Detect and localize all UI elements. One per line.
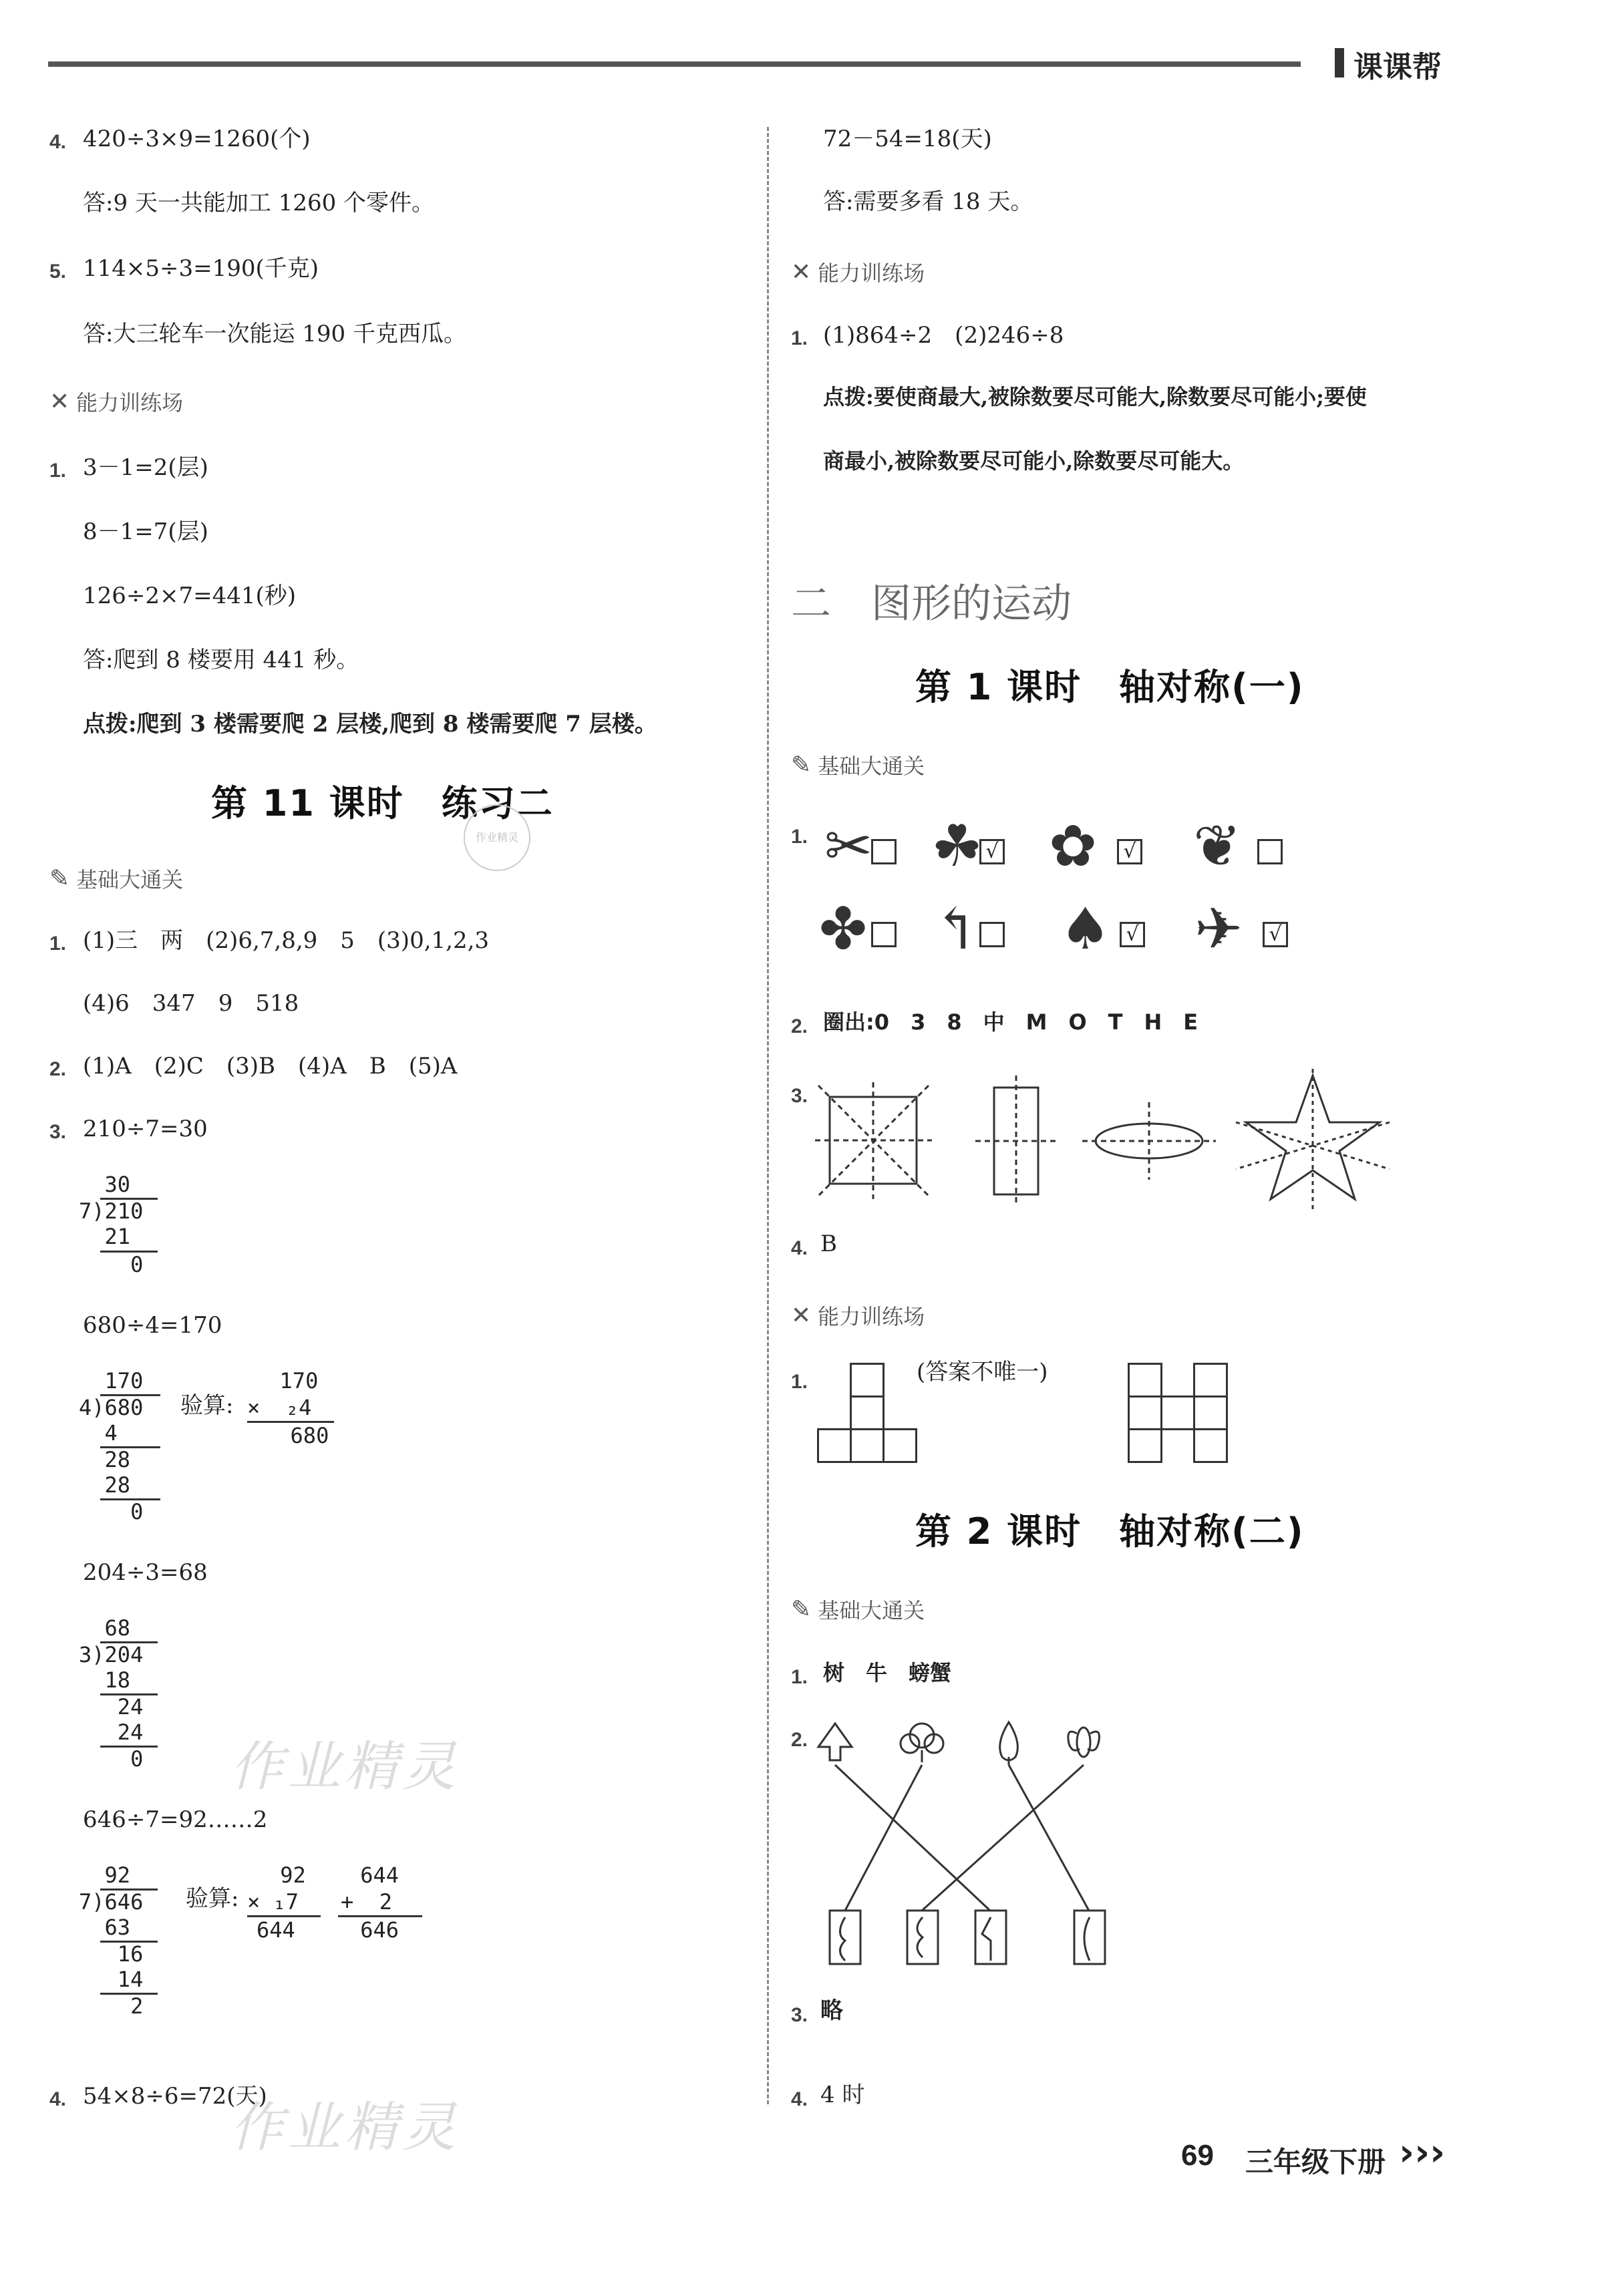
section-basic-left — [49, 863, 183, 894]
eq-210: 210÷7=30 — [83, 1116, 208, 1142]
check-box-2: √ — [979, 839, 1005, 864]
section-label: 基础大通关 — [76, 867, 184, 892]
long-division-1-rem: 0 — [79, 1252, 144, 1277]
check-box-7: √ — [1120, 922, 1145, 947]
check-box-5 — [871, 922, 897, 947]
symmetry-figures — [815, 1069, 1416, 1222]
grade-label: 三年级下册 — [1245, 2146, 1386, 2178]
verify-4a-2: × ₁7 — [247, 1889, 299, 1915]
tools-icon: ✕ — [49, 387, 70, 416]
flower-icon: ✿ — [1049, 813, 1098, 880]
matching-diagram — [808, 1717, 1156, 1977]
eq-680: 680÷4=170 — [83, 1312, 222, 1339]
stamp-seal: 作业精灵 — [464, 804, 530, 871]
section-basic-right-1 — [791, 750, 925, 780]
grid-square — [1193, 1396, 1228, 1430]
verify-4b-2: + 2 — [341, 1889, 393, 1915]
pencil-icon: ✎ — [49, 864, 70, 892]
star-with-axes — [1236, 1069, 1390, 1209]
s1-number: 1. — [49, 460, 67, 482]
bottom-half-shapes — [830, 1911, 1105, 1964]
airplane-icon: ✈ — [1194, 896, 1243, 963]
lesson-11-title: 第 11 课时 练习二 — [211, 782, 554, 824]
long-division-4-sub1: 63 — [79, 1915, 131, 1940]
a1-number: 1. — [791, 1371, 808, 1393]
section-skills-left — [49, 386, 183, 417]
check-box-4 — [1257, 839, 1283, 864]
r-tip-1: 点拨:要使商最大,被除数要尽可能大,除数要尽可能小;要使 — [823, 384, 1367, 409]
grid-square — [1128, 1396, 1162, 1430]
s1-line-1: 3－1=2(层) — [83, 454, 208, 481]
verify-2-c: 680 — [265, 1423, 329, 1448]
b3-number: 3. — [49, 1121, 67, 1143]
q4-equation: 420÷3×9=1260(个) — [83, 126, 311, 152]
section-label: 能力训练场 — [76, 390, 184, 416]
long-division-3-dividend: 3)204 — [79, 1642, 144, 1667]
long-division-3-quotient: 68 — [79, 1615, 131, 1641]
watermark-1: 作业精灵 — [230, 1736, 460, 1798]
b2-line: (1)A (2)C (3)B (4)A B (5)A — [83, 1053, 458, 1080]
header-rule — [48, 61, 1301, 67]
b1-line-1: (1)三 两 (2)6,7,8,9 5 (3)0,1,2,3 — [83, 927, 490, 954]
scissors-icon: ✂ — [824, 813, 873, 880]
section-skills-right — [791, 257, 925, 287]
long-division-1-sub: 21 — [79, 1224, 131, 1249]
pencil-icon: ✎ — [791, 1595, 812, 1623]
long-division-2-r1: 28 — [79, 1447, 131, 1472]
long-division-2-quotient: 170 — [79, 1368, 144, 1393]
verify-4b-3: 646 — [347, 1917, 399, 1943]
check-label-4: 验算: — [186, 1885, 239, 1912]
long-division-2-dividend: 4)680 — [79, 1395, 144, 1420]
grid-square — [1193, 1428, 1228, 1463]
section-skills-right-2 — [791, 1300, 925, 1331]
s1-line-4: 答:爬到 8 楼要用 441 秒。 — [83, 647, 359, 673]
b1-number: 1. — [49, 933, 67, 955]
r-q4-line: B — [820, 1231, 837, 1257]
long-division-4-sub2: 14 — [79, 1967, 144, 1992]
q4-answer: 答:9 天一共能加工 1260 个零件。 — [83, 190, 435, 216]
r-q2-line: 圈出:0 3 8 中 M O T H E — [823, 1009, 1198, 1035]
check-box-6 — [979, 922, 1005, 947]
grid-square — [850, 1363, 885, 1398]
grid-square — [1128, 1428, 1162, 1463]
r-q3-number: 3. — [791, 1085, 808, 1107]
pattern-icon: ✤ — [819, 896, 868, 963]
c1-number: 1. — [791, 1666, 808, 1688]
grid-square — [817, 1428, 852, 1463]
grid-square — [1128, 1363, 1162, 1398]
lesson-2-title: 第 2 课时 轴对称(二) — [915, 1510, 1305, 1552]
grid-square — [850, 1396, 885, 1430]
watermark-2: 作业精灵 — [230, 2096, 460, 2158]
grid-square — [850, 1428, 885, 1463]
long-division-4-r1: 16 — [79, 1941, 144, 1967]
ellipse-with-axes — [1082, 1102, 1216, 1180]
check-box-1 — [871, 839, 897, 864]
section-label: 能力训练场 — [818, 261, 925, 286]
r-s1-number: 1. — [791, 327, 808, 349]
section-label: 基础大通关 — [818, 754, 925, 779]
r-q1-number: 1. — [791, 826, 808, 848]
c3-number: 3. — [791, 2004, 808, 2026]
c2-number: 2. — [791, 1729, 808, 1751]
long-division-1-quotient: 30 — [79, 1172, 131, 1197]
column-divider — [767, 127, 769, 2104]
long-division-2-rem: 0 — [79, 1499, 144, 1524]
long-division-3-rem: 0 — [79, 1746, 144, 1772]
brand-title: 课课帮 — [1353, 50, 1442, 84]
long-division-3-sub2: 24 — [79, 1719, 144, 1745]
s1-line-2: 8－1=7(层) — [83, 518, 208, 545]
r-top-1: 72－54=18(天) — [823, 126, 992, 152]
verify-4a-3: 644 — [257, 1917, 295, 1943]
unit-title: 二 图形的运动 — [791, 581, 1072, 627]
verify-2-a: 170 — [254, 1368, 319, 1393]
long-division-2-sub2: 28 — [79, 1472, 131, 1498]
grid-square — [1160, 1396, 1195, 1430]
long-division-2-sub1: 4 — [79, 1420, 118, 1446]
top-half-shapes — [818, 1722, 1100, 1765]
rectangle-with-axes — [975, 1076, 1057, 1206]
long-division-3-r1: 24 — [79, 1694, 144, 1719]
c4-line: 4 时 — [820, 2082, 865, 2108]
c1-line: 树 牛 螃蟹 — [823, 1660, 952, 1685]
pencil-icon: ✎ — [791, 751, 812, 779]
eq-204: 204÷3=68 — [83, 1559, 208, 1586]
section-basic-right-2 — [791, 1594, 925, 1625]
q4-number: 4. — [49, 131, 67, 153]
r-q4-number: 4. — [791, 1237, 808, 1259]
check-label-2: 验算: — [180, 1392, 234, 1419]
long-division-4-rem: 2 — [79, 1993, 144, 2019]
c3-line: 略 — [820, 1997, 843, 2024]
verify-2-b: × ₂4 — [247, 1395, 312, 1420]
page-number: 69 — [1181, 2139, 1214, 2172]
header-marker — [1335, 48, 1344, 77]
r-top-2: 答:需要多看 18 天。 — [823, 188, 1033, 215]
check-box-8: √ — [1263, 922, 1288, 947]
section-label: 基础大通关 — [818, 1598, 925, 1623]
tools-icon: ✕ — [791, 1301, 812, 1329]
a1-note: (答案不唯一) — [917, 1359, 1048, 1385]
footer-arrows-icon: ››› — [1399, 2131, 1446, 2174]
q5-answer: 答:大三轮车一次能运 190 千克西瓜。 — [83, 321, 466, 347]
tools-icon: ✕ — [791, 258, 812, 286]
lesson-1-title: 第 1 课时 轴对称(一) — [915, 666, 1305, 708]
s1-tip: 点拨:爬到 3 楼需要爬 2 层楼,爬到 8 楼需要爬 7 层楼。 — [83, 711, 657, 737]
eq-646: 646÷7=92……2 — [83, 1806, 268, 1833]
long-division-1-dividend: 7)210 — [79, 1198, 144, 1224]
paddle-icon: ♠ — [1060, 896, 1112, 963]
b4-number: 4. — [49, 2088, 67, 2110]
r-tip-2: 商最小,被除数要尽可能小,除数要尽可能大。 — [823, 448, 1245, 474]
s1-line-3: 126÷2×7=441(秒) — [83, 583, 297, 609]
match-lines — [835, 1765, 1089, 1911]
c4-number: 4. — [791, 2088, 808, 2110]
grid-square — [1193, 1363, 1228, 1398]
square-with-axes — [815, 1082, 932, 1199]
q5-equation: 114×5÷3=190(千克) — [83, 255, 319, 282]
r-s1-line: (1)864÷2 (2)246÷8 — [823, 322, 1064, 349]
long-division-4-quotient: 92 — [79, 1862, 131, 1888]
turn-arrow-icon: ↰ — [931, 896, 980, 963]
b2-number: 2. — [49, 1058, 67, 1080]
long-division-4-dividend: 7)646 — [79, 1889, 144, 1915]
verify-4a-1: 92 — [267, 1862, 306, 1888]
b1-line-2: (4)6 347 9 518 — [83, 990, 299, 1017]
long-division-3-sub1: 18 — [79, 1667, 131, 1693]
check-box-3: √ — [1117, 839, 1142, 864]
b4-line: 54×8÷6=72(天) — [83, 2083, 267, 2110]
r-q2-number: 2. — [791, 1015, 808, 1037]
verify-4b-1: 644 — [347, 1862, 399, 1888]
grid-square — [883, 1428, 917, 1463]
leaf-icon: ❦ — [1193, 813, 1242, 880]
ant-icon: ☘ — [931, 813, 983, 880]
section-label: 能力训练场 — [818, 1304, 925, 1329]
q5-number: 5. — [49, 261, 67, 283]
